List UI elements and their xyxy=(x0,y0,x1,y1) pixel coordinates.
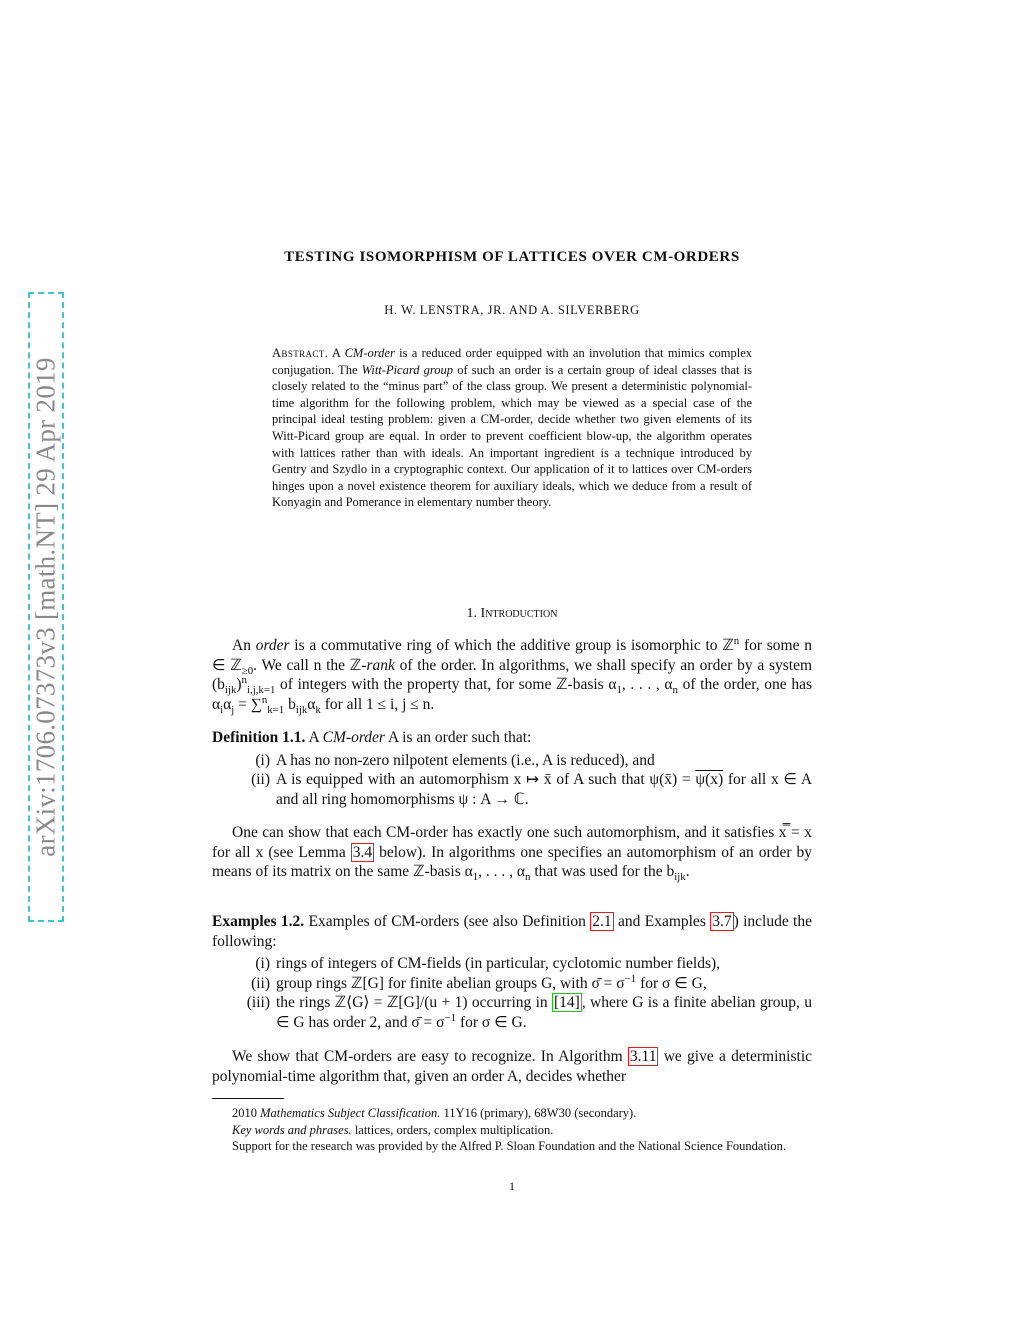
definition-1-1: Definition 1.1. A CM-order A is an order such that: (i) A has no non-zero nilpotent elements (i.e., A is reduced), and (ii) A is equipped with an automorphism x ↦ x̄ of A such that ψ(x̄) = ψ(x) for all x ∈ A and all ring homomorphisms ψ : A → ℂ. xyxy=(212,729,813,808)
citation-14-link[interactable]: [14] xyxy=(554,994,580,1012)
definition-2-1-link[interactable]: 2.1 xyxy=(592,913,612,930)
section-title: Introduction xyxy=(480,606,558,621)
examples-3-7-link[interactable]: 3.7 xyxy=(712,913,732,930)
intro-paragraph-3: We show that CM-orders are easy to recognize. In Algorithm 3.11 we give a deterministic polynomial-time algorithm that, given an order A, decides whether xyxy=(212,1048,812,1085)
lemma-3-4-link[interactable]: 3.4 xyxy=(352,843,373,861)
paper-title: TESTING ISOMORPHISM OF LATTICES OVER CM-ORDERS xyxy=(284,249,740,265)
footnote-rule xyxy=(212,1098,284,1099)
algorithm-3-11-link[interactable]: 3.11 xyxy=(629,1048,657,1065)
abstract xyxy=(272,345,752,511)
arxiv-id[interactable]: arXiv:1706.07373v3 [math.NT] 29 Apr 2019 xyxy=(30,357,61,857)
footnote-support: Support for the research was provided by the Alfred P. Sloan Foundation and the National Science Foundation. xyxy=(232,1139,787,1153)
section-number: 1. xyxy=(466,606,478,621)
list-item: (i) rings of integers of CM-fields (in particular, cyclotomic number fields), xyxy=(255,955,721,973)
section-heading xyxy=(0,606,1024,622)
abstract-text: of such an order is a certain group of ideal classes that is closely related to the “minus part” of the class group. We present a deterministic polynomial-time algorithm for the following problem, which may be viewed as a special case of the principal ideal testing problem: given a CM-order, decide whether two given elements of its Witt-Picard group are equal. In order to prevent coefficient blow-up, the algorithm operates with lattices rather than with ideals. An important ingredient is a technique introduced by Gentry and Szydlo in a cryptographic context. Our application of it to lattices over CM-orders hinges upon a novel existence theorem for auxiliary ideals, which we deduce from a result of Konyagin and Pomerance in elementary number theory. xyxy=(272,362,752,510)
list-item: (ii) A is equipped with an automorphism x ↦ x̄ of A such that ψ(x̄) = ψ(x) for all x ∈ A and all ring homomorphisms ψ : A → ℂ. xyxy=(251,771,813,808)
examples-label: Examples 1.2. xyxy=(212,913,305,930)
abstract-label: Abstract. xyxy=(272,346,329,360)
intro-paragraph-1: An order is a commutative ring of which the additive group is isomorphic to ℤ$^n$ for some n ∈ ℤ$_{\ge 0}$. We call n the ℤ-rank of the order. In algorithms, we shall specify an order by a system $(b_{ijk})^n_{i,j,k=1}$ of integers with the property that, for some ℤ-basis $\alpha_1$, . . . , $\alpha_n$ of the order, one has $\alpha_i\alpha_j = \sum^n_{k=1}$ $b_{ijk}\alpha_k$ for all 1 ≤ i, j ≤ n. xyxy=(212,634,813,716)
list-item: (iii) the rings ℤ⟨G⟩ = ℤ[G]/(u + 1) occurring in [14] , where G is a finite abelian group, u ∈ G has order 2, and σ̄ = $\sigma^{-1}$ for σ ∈ G. xyxy=(246,994,812,1031)
footnote-keywords: Key words and phrases. lattices, orders, complex multiplication. xyxy=(232,1122,554,1137)
examples-list xyxy=(212,954,812,1032)
page-number: 1 xyxy=(509,1179,515,1193)
footnotes xyxy=(212,1105,812,1155)
paper-authors: H. W. LENSTRA, JR. AND A. SILVERBERG xyxy=(384,303,640,317)
footnote-msc: 2010 Mathematics Subject Classification. 11Y16 (primary), 68W30 (secondary). xyxy=(232,1106,637,1120)
list-item: (ii) group rings ℤ[G] for finite abelian groups G, with σ̄ = $\sigma^{-1}$ for σ ∈ G, xyxy=(251,972,707,992)
definition-label: Definition 1.1. xyxy=(212,729,306,746)
abstract-term-cm-order: CM-order xyxy=(344,346,395,360)
definition-list xyxy=(212,751,812,810)
abstract-term-witt-picard: Witt-Picard group xyxy=(361,362,454,377)
examples-1-2: Examples 1.2. Examples of CM-orders (see also Definition 2.1 and Examples 3.7 ) include the following: (i) rings of integers of CM-fields (in particular, cyclotomic number fields), (ii) group rings ℤ[G] for finite abelian groups G, with σ̄ = $\sigma^{-1}$ for σ ∈ G, (iii) the rings ℤ⟨G⟩ = ℤ[G]/(u + 1) occurring in [14] , where G is a finite abelian group, u ∈ G has order 2, and σ̄ = $\sigma^{-1}$ for σ ∈ G. xyxy=(212,913,812,1031)
abstract-text: is a reduced order equipped with an involution that mimics complex conjugation. The xyxy=(272,346,753,377)
intro-paragraph-2: One can show that each CM-order has exactly one such automorphism, and it satisfies x̿ = x for all x (see Lemma 3.4 below). In algorithms one specifies an automorphism of an order by means of its matrix on the same ℤ-basis $\alpha_1$, . . . , $\alpha_n$ that was used for the $b_{ijk}$. xyxy=(212,824,813,884)
list-item: (i) A has no non-zero nilpotent elements (i.e., A is reduced), and xyxy=(255,751,655,769)
abstract-text: A xyxy=(331,346,345,360)
